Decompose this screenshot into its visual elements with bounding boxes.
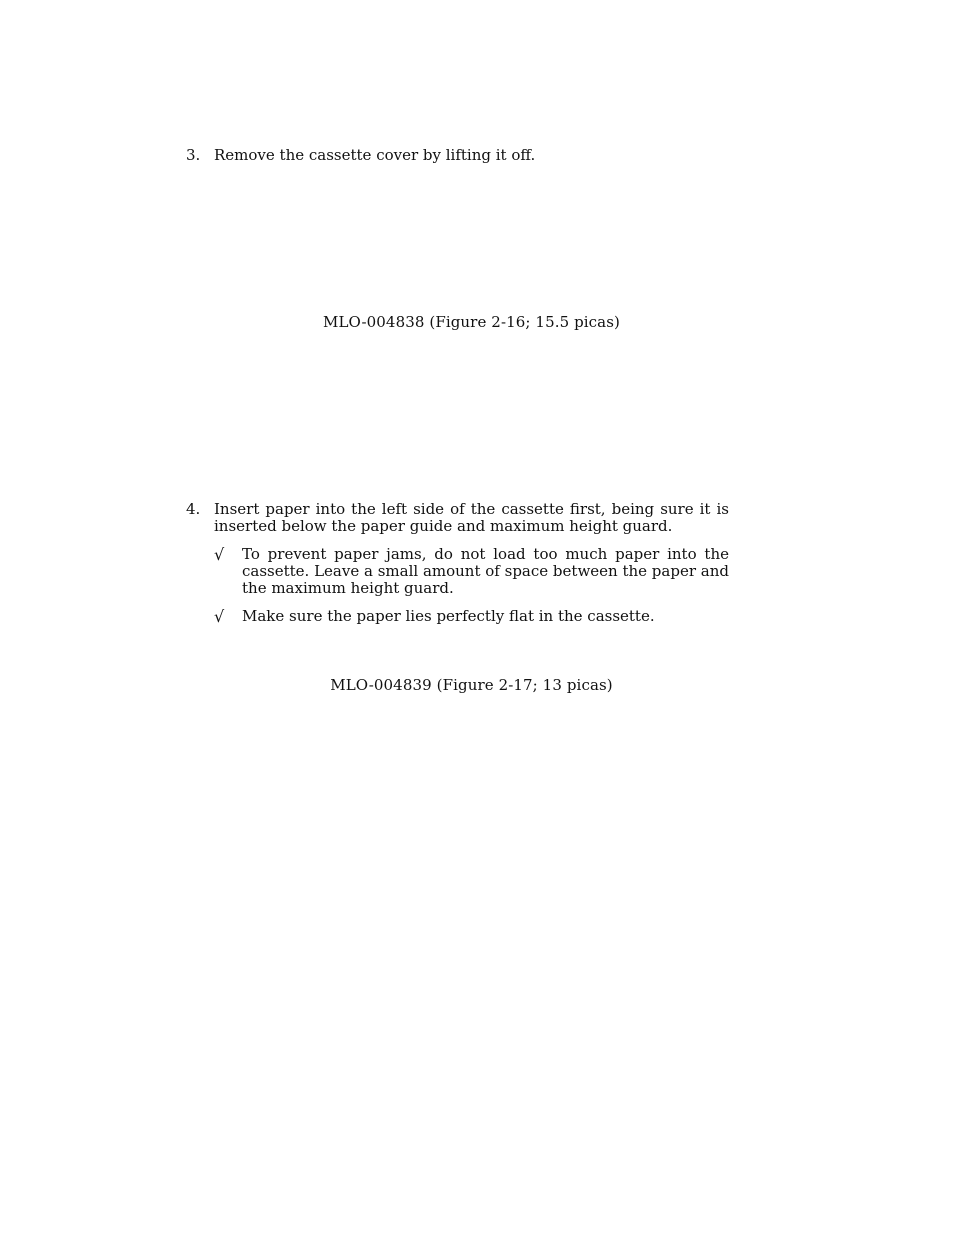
figure-caption: MLO-004838 (Figure 2-16; 15.5 picas) xyxy=(323,313,620,331)
check-icon: √ xyxy=(214,607,225,626)
checklist-item xyxy=(214,546,729,597)
step-number: 4. xyxy=(186,500,201,518)
step-text: Insert paper into the left side of the cassette first, being sure it is inserted below the paper guide and maximum height guard. xyxy=(214,500,729,535)
check-icon: √ xyxy=(214,545,225,564)
step-3 xyxy=(186,147,729,164)
checklist-text: Make sure the paper lies perfectly flat in the cassette. xyxy=(242,607,655,625)
checklist-item xyxy=(214,608,729,625)
step-text: Remove the cassette cover by lifting it off. xyxy=(214,146,536,164)
figure-caption: MLO-004839 (Figure 2-17; 13 picas) xyxy=(330,676,613,694)
step-number: 3. xyxy=(186,146,201,164)
step-4 xyxy=(186,501,729,535)
checklist-text: To prevent paper jams, do not load too much paper into the cassette. Leave a small amount of space between the paper and the maximum height guard. xyxy=(242,545,729,597)
